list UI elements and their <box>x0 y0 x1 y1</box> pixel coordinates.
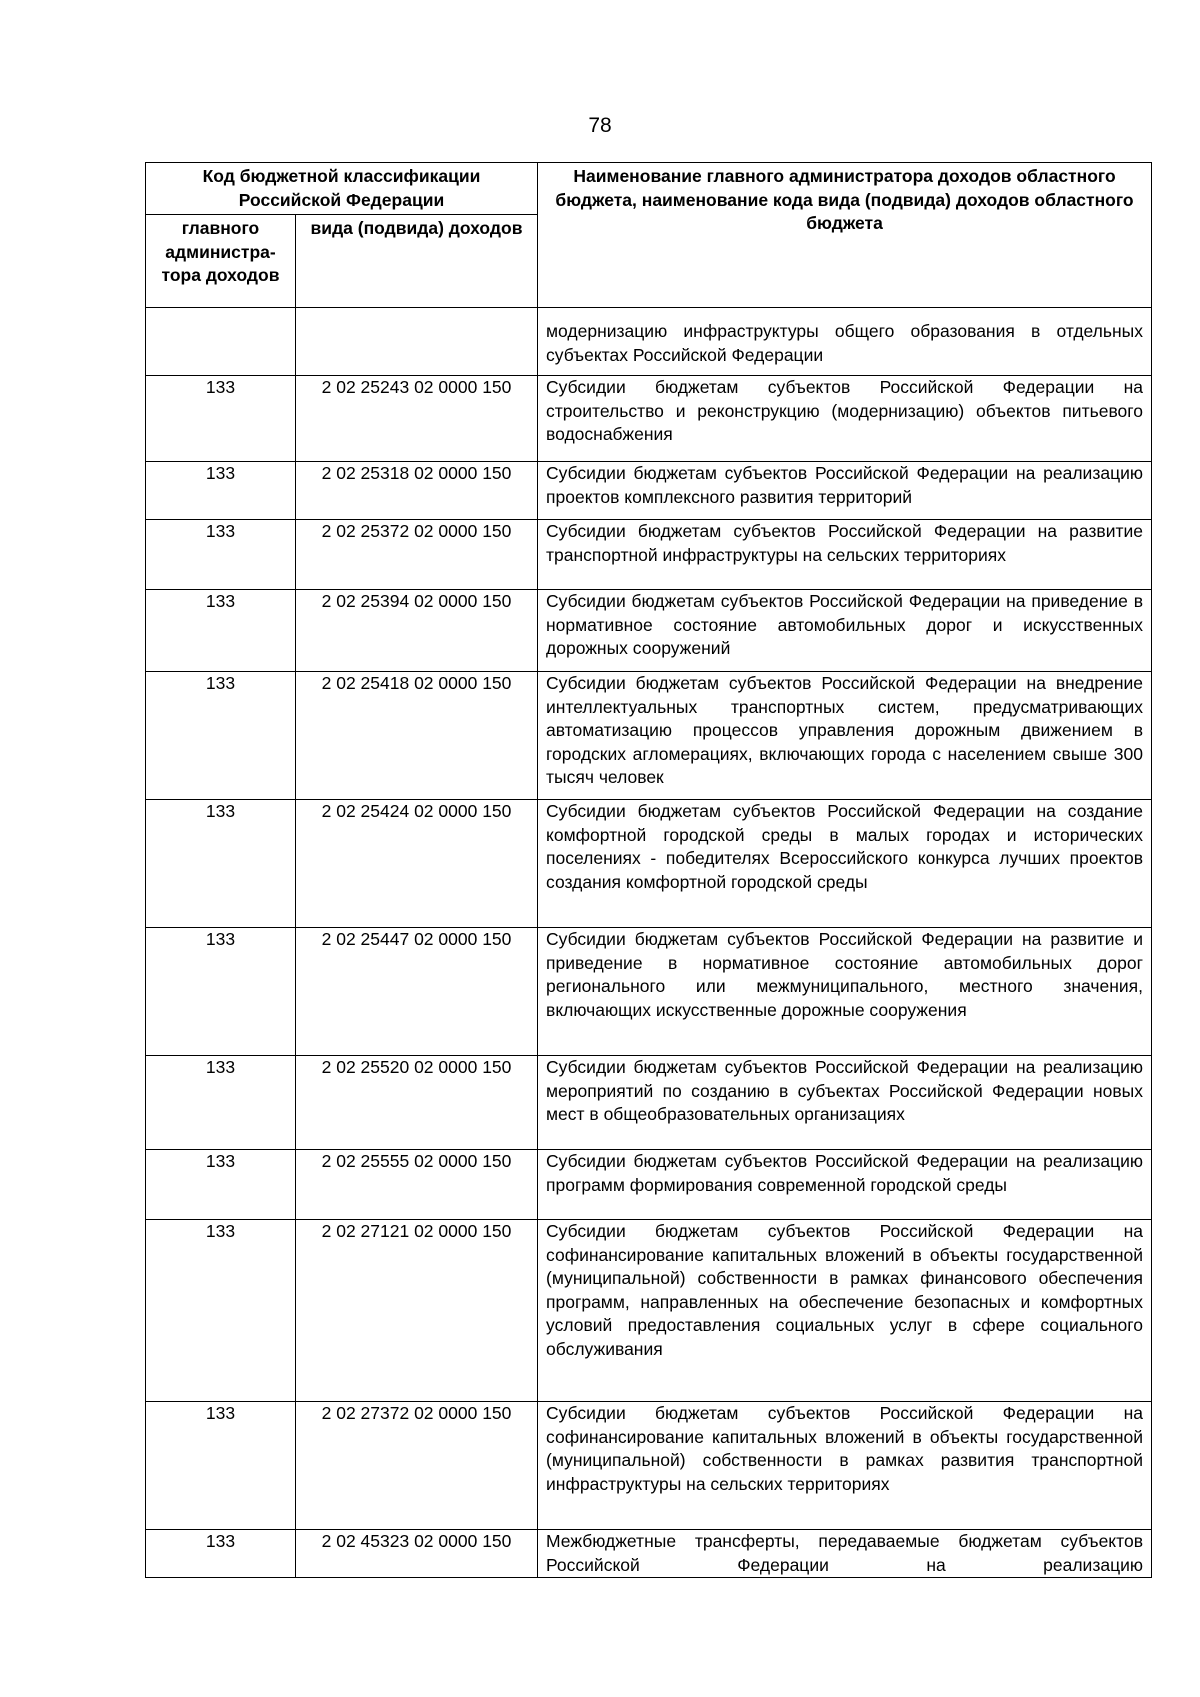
admin-code-cell: 133 <box>146 1220 296 1402</box>
table-row <box>146 308 1152 376</box>
revenue-code-cell: 2 02 25243 02 0000 150 <box>296 376 538 462</box>
revenue-code-cell: 2 02 25424 02 0000 150 <box>296 800 538 928</box>
header-revenue-type: вида (подвида) доходов <box>296 215 538 308</box>
header-main-administrator: главного администра-тора доходов <box>146 215 296 308</box>
revenue-description-cell: Субсидии бюджетам субъектов Российской Федерации на строительство и реконструкцию (модернизацию) объектов питьевого водоснабжения <box>538 376 1152 462</box>
revenue-description-cell: Субсидии бюджетам субъектов Российской Федерации на создание комфортной городской среды в малых городах и исторических поселениях - победителях Всероссийского конкурса лучших проектов создания комфортной городской среды <box>538 800 1152 928</box>
budget-classification-table <box>145 162 1152 1578</box>
admin-code-cell <box>146 308 296 376</box>
table-row <box>146 376 1152 462</box>
revenue-description-cell: Субсидии бюджетам субъектов Российской Федерации на развитие и приведение в нормативное состояние автомобильных дорог регионального или межмуниципального, местного значения, включающих искусственные дорожные сооружения <box>538 928 1152 1056</box>
admin-code-cell: 133 <box>146 520 296 590</box>
table-row <box>146 672 1152 800</box>
revenue-code-cell: 2 02 25447 02 0000 150 <box>296 928 538 1056</box>
revenue-description-cell: Межбюджетные трансферты, передаваемые бюджетам субъектов Российской Федерации на реализацию <box>538 1530 1152 1578</box>
table-row <box>146 928 1152 1056</box>
revenue-code-cell: 2 02 25318 02 0000 150 <box>296 462 538 520</box>
table-row <box>146 462 1152 520</box>
revenue-code-cell: 2 02 25520 02 0000 150 <box>296 1056 538 1150</box>
admin-code-cell: 133 <box>146 800 296 928</box>
revenue-code-cell: 2 02 25372 02 0000 150 <box>296 520 538 590</box>
revenue-code-cell: 2 02 27121 02 0000 150 <box>296 1220 538 1402</box>
revenue-description-cell: Субсидии бюджетам субъектов Российской Федерации на приведение в нормативное состояние автомобильных дорог и искусственных дорожных сооружений <box>538 590 1152 672</box>
revenue-description-cell: Субсидии бюджетам субъектов Российской Федерации на реализацию проектов комплексного развития территорий <box>538 462 1152 520</box>
revenue-code-cell: 2 02 45323 02 0000 150 <box>296 1530 538 1578</box>
admin-code-cell: 133 <box>146 1530 296 1578</box>
revenue-description-cell: модернизацию инфраструктуры общего образования в отдельных субъектах Российской Федерации <box>538 308 1152 376</box>
page-number: 78 <box>588 114 612 137</box>
revenue-description-cell: Субсидии бюджетам субъектов Российской Федерации на внедрение интеллектуальных транспортных систем, предусматривающих автоматизацию процессов управления дорожным движением в городских агломерациях, включающих города с населением свыше 300 тысяч человек <box>538 672 1152 800</box>
table-row <box>146 1402 1152 1530</box>
table-row <box>146 1220 1152 1402</box>
admin-code-cell: 133 <box>146 590 296 672</box>
table-row <box>146 1150 1152 1220</box>
admin-code-cell: 133 <box>146 1402 296 1530</box>
revenue-description-cell: Субсидии бюджетам субъектов Российской Федерации на софинансирование капитальных вложений в объекты государственной (муниципальной) собственности в рамках финансового обеспечения программ, направленных на обеспечение безопасных и комфортных условий предоставления социальных услуг в сфере социального обслуживания <box>538 1220 1152 1402</box>
revenue-description-cell: Субсидии бюджетам субъектов Российской Федерации на развитие транспортной инфраструктуры на сельских территориях <box>538 520 1152 590</box>
admin-code-cell: 133 <box>146 672 296 800</box>
revenue-code-cell <box>296 308 538 376</box>
revenue-description-cell: Субсидии бюджетам субъектов Российской Федерации на софинансирование капитальных вложений в объекты государственной (муниципальной) собственности в рамках развития транспортной инфраструктуры на сельских территориях <box>538 1402 1152 1530</box>
revenue-description-cell: Субсидии бюджетам субъектов Российской Федерации на реализацию мероприятий по созданию в субъектах Российской Федерации новых мест в общеобразовательных организациях <box>538 1056 1152 1150</box>
header-budget-code-group: Код бюджетной классификации Российской Федерации <box>146 163 538 215</box>
table-row <box>146 520 1152 590</box>
revenue-code-cell: 2 02 25418 02 0000 150 <box>296 672 538 800</box>
revenue-code-cell: 2 02 25394 02 0000 150 <box>296 590 538 672</box>
revenue-code-cell: 2 02 27372 02 0000 150 <box>296 1402 538 1530</box>
table-row <box>146 1530 1152 1578</box>
revenue-description-cell: Субсидии бюджетам субъектов Российской Федерации на реализацию программ формирования современной городской среды <box>538 1150 1152 1220</box>
table-row <box>146 800 1152 928</box>
admin-code-cell: 133 <box>146 376 296 462</box>
header-administrator-name: Наименование главного администратора доходов областного бюджета, наименование кода вида (подвида) доходов областного бюджета <box>538 163 1152 308</box>
table-row <box>146 1056 1152 1150</box>
table-row <box>146 590 1152 672</box>
admin-code-cell: 133 <box>146 462 296 520</box>
admin-code-cell: 133 <box>146 1150 296 1220</box>
admin-code-cell: 133 <box>146 928 296 1056</box>
revenue-code-cell: 2 02 25555 02 0000 150 <box>296 1150 538 1220</box>
admin-code-cell: 133 <box>146 1056 296 1150</box>
